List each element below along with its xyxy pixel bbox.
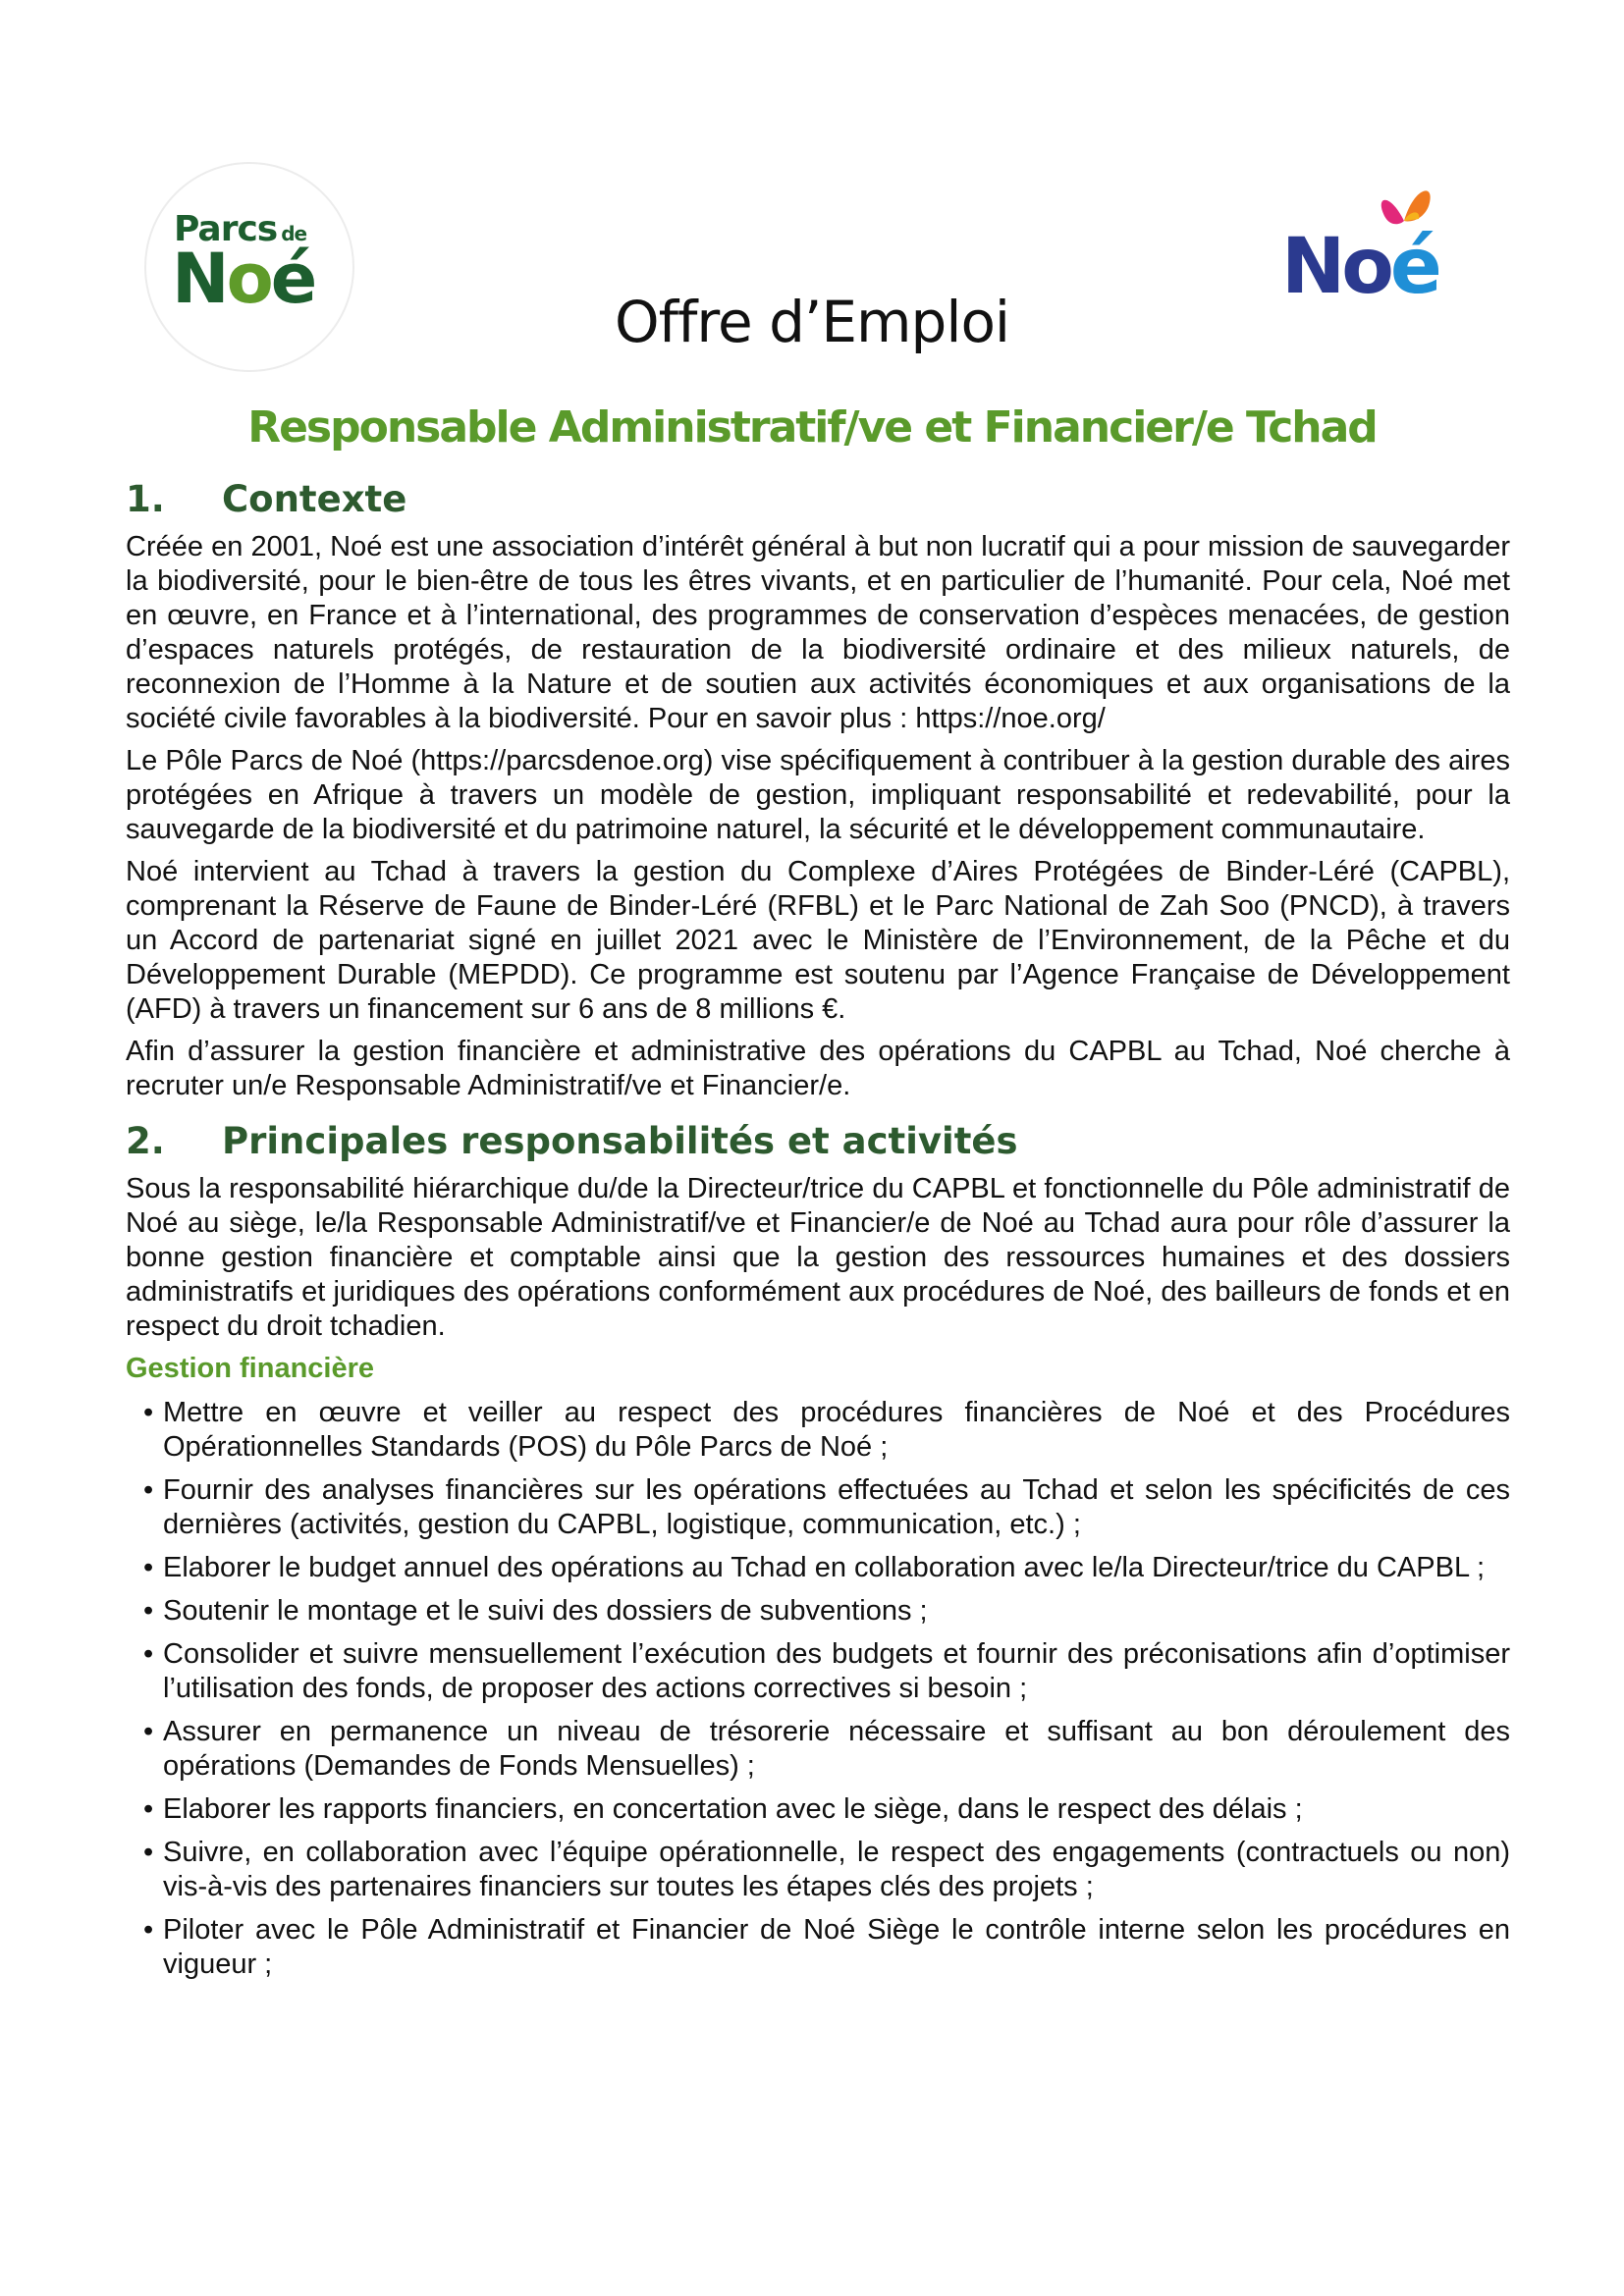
list-item: • Soutenir le montage et le suivi des dossiers de subventions ; [143, 1595, 928, 1627]
section-heading-responsabilites: 2. Principales responsabilités et activités [126, 1120, 1018, 1162]
list-item: • Elaborer les rapports financiers, en concertation avec le siège, dans le respect des délais ; [143, 1793, 1303, 1825]
list-item: • Mettre en œuvre et veiller au respect des procédures financières de Noé et des Procédures Opérationnelles Standards (POS) du Pôle Parcs de Noé ; [143, 1397, 1510, 1463]
subsection-heading-gestion-financiere: Gestion financière [126, 1353, 375, 1384]
responsibilities-list [126, 1396, 1510, 1982]
list-item: • Elaborer le budget annuel des opérations au Tchad en collaboration avec le/la Directeur/trice du CAPBL ; [143, 1552, 1486, 1583]
paragraph: Créée en 2001, Noé est une association d’intérêt général à but non lucratif qui a pour mission de sauvegarder la biodiversité, pour le bien-être de tous les êtres vivants, et en particulier de l’humanité. Pour cela, Noé met en œuvre, en France et à l’international, des programmes de conservation d’espèces menacées, de gestion d’espaces naturels protégés, de restauration de la biodiversité ordinaire et des milieux naturels, de reconnexion de l’Homme à la Nature et de soutien aux activités économiques et aux organisations de la société civile favorables à la biodiversité. Pour en savoir plus : https://noe.org/ [126, 531, 1510, 734]
paragraph: Sous la responsabilité hiérarchique du/de la Directeur/trice du CAPBL et fonctionnelle du Pôle administratif de Noé au siège, le/la Responsable Administratif/ve et Financier/e de Noé au Tchad aura pour rôle d’assurer la bonne gestion financière et comptable ainsi que la gestion des ressources humaines et des dossiers administratifs et juridiques des opérations conformément aux procédures de Noé, des bailleurs de fonds et en respect du droit tchadien. [126, 1173, 1510, 1342]
document-body [126, 469, 1510, 1991]
paragraph: Le Pôle Parcs de Noé (https://parcsdenoe.org) vise spécifiquement à contribuer à la gestion durable des aires protégées en Afrique à travers un modèle de gestion, impliquant responsabilité et redevabilité, pour la sauvegarde de la biodiversité et du patrimoine naturel, la sécurité et le développement communautaire. [126, 745, 1510, 845]
paragraph: Afin d’assurer la gestion financière et administrative des opérations du CAPBL au Tchad, Noé cherche à recruter un/e Responsable Administratif/ve et Financier/e. [126, 1036, 1510, 1101]
list-item: • Consolider et suivre mensuellement l’exécution des budgets et fournir des préconisations afin d’optimiser l’utilisation des fonds, de proposer des actions correctives si besoin ; [143, 1638, 1510, 1704]
list-item: • Assurer en permanence un niveau de trésorerie nécessaire et suffisant au bon déroulement des opérations (Demandes de Fonds Mensuelles) ; [143, 1716, 1510, 1782]
logo-left-line1: Parcs de [174, 209, 307, 249]
list-item: • Fournir des analyses financières sur les opérations effectuées au Tchad et selon les spécificités de ces dernières (activités, gestion du CAPBL, logistique, communication, etc.) ; [143, 1474, 1510, 1540]
list-item: • Suivre, en collaboration avec l’équipe opérationnelle, le respect des engagements (contractuels ou non) vis-à-vis des partenaires financiers sur toutes les étapes clés des projets ; [143, 1837, 1510, 1902]
logo-left-line2: Noé [172, 239, 315, 319]
noe-logo-word: Noé [1281, 223, 1438, 311]
job-title: Responsable Administratif/ve et Financier/e Tchad [247, 402, 1377, 453]
document-title: Offre d’Emploi [614, 289, 1010, 355]
list-item: • Piloter avec le Pôle Administratif et Financier de Noé Siège le contrôle interne selon les procédures en vigueur ; [143, 1914, 1510, 1980]
paragraph: Noé intervient au Tchad à travers la gestion du Complexe d’Aires Protégées de Binder-Léré (CAPBL), comprenant la Réserve de Faune de Binder-Léré (RFBL) et le Parc National de Zah Soo (PNCD), à travers un Accord de partenariat signé en juillet 2021 avec le Ministère de l’Environnement, de la Pêche et du Développement Durable (MEPDD). Ce programme est soutenu par l’Agence Française de Développement (AFD) à travers un financement sur 6 ans de 8 millions €. [126, 856, 1510, 1025]
section-heading-contexte: 1. Contexte [126, 478, 407, 520]
